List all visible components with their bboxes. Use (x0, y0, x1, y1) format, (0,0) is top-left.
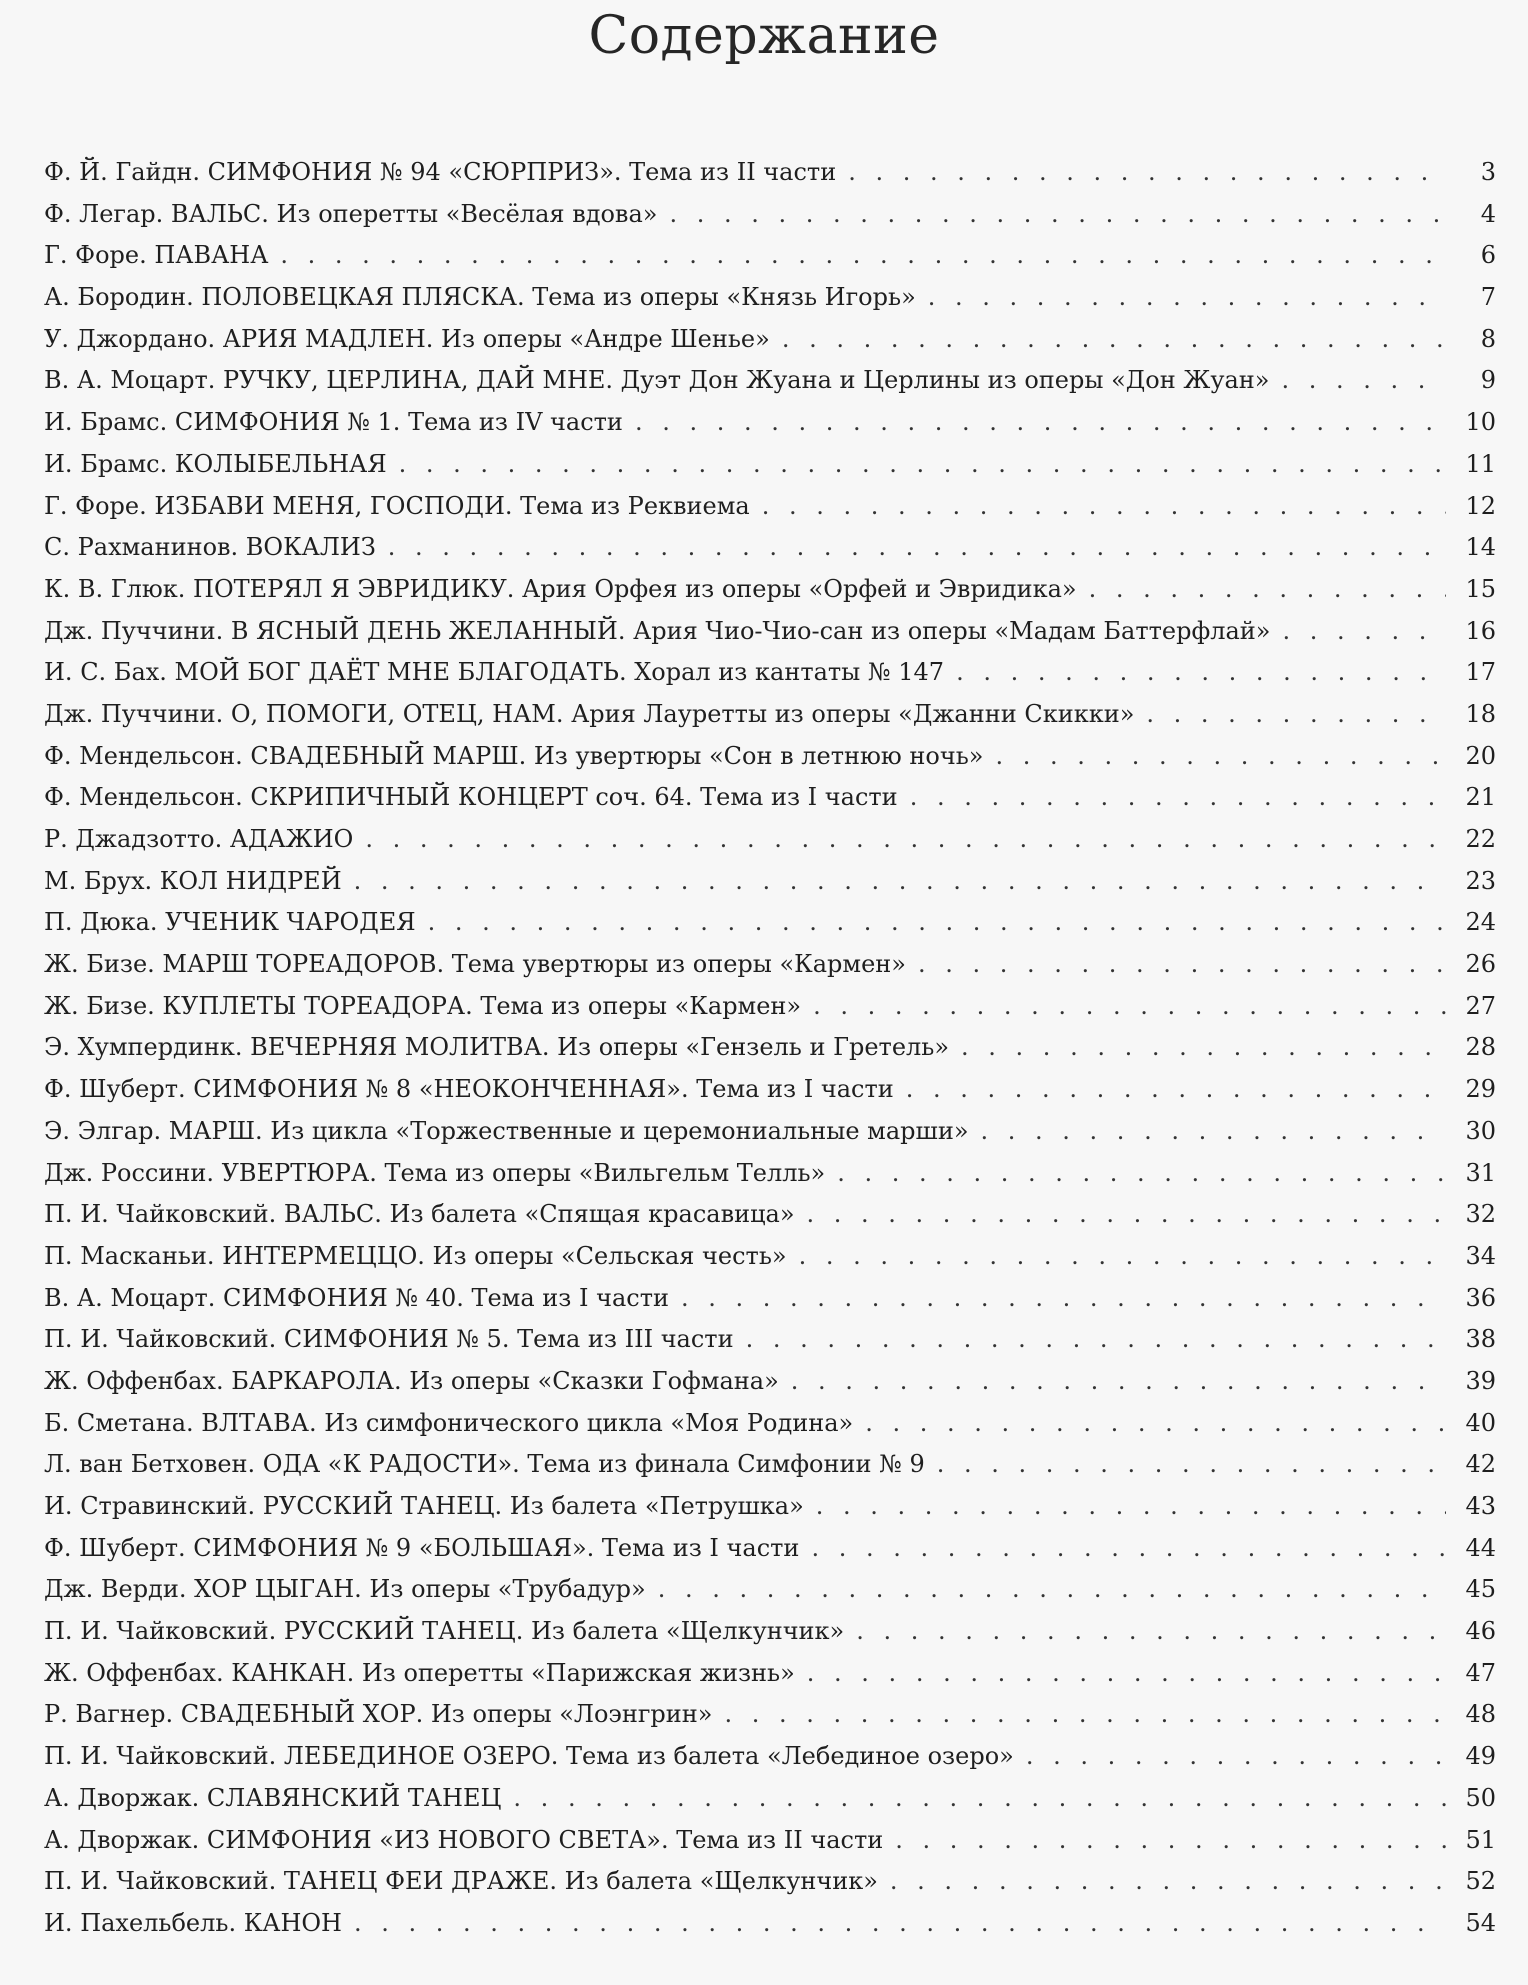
dot-leader (791, 1361, 1446, 1403)
toc-entry-page-number: 11 (1465, 449, 1496, 478)
toc-entry-page-number: 43 (1465, 1492, 1496, 1520)
toc-entry-page-number: 12 (1465, 491, 1496, 520)
toc-entry-title: В. А. Моцарт. СИМФОНИЯ № 40. Тема из I части (44, 1283, 669, 1312)
toc-entry-title: Г. Форе. ИЗБАВИ МЕНЯ, ГОСПОДИ. Тема из Реквиема (44, 491, 750, 520)
dot-leader (635, 402, 1446, 444)
dot-leader (837, 1153, 1446, 1195)
toc-entry (44, 277, 1496, 319)
dot-leader (799, 1236, 1446, 1278)
dot-leader (910, 777, 1446, 819)
toc-entry-page-number: 20 (1465, 741, 1496, 770)
dot-leader (513, 1778, 1446, 1820)
toc-entry-title: Ф. Мендельсон. СКРИПИЧНЫЙ КОНЦЕРТ соч. 64. Тема из I части (44, 783, 898, 812)
toc-entry-title: М. Брух. КОЛ НИДРЕЙ (44, 866, 342, 895)
toc-entry-title: Б. Сметана. ВЛТАВА. Из симфонического цикла «Моя Родина» (44, 1408, 854, 1437)
toc-entry-page-number: 15 (1465, 574, 1496, 603)
dot-leader (813, 986, 1446, 1028)
dot-leader (856, 1611, 1446, 1653)
toc-entry-title: Г. Форе. ПАВАНА (44, 241, 269, 270)
dot-leader (956, 652, 1446, 694)
toc-entry (44, 694, 1496, 736)
toc-entry-title: Э. Хумпердинк. ВЕЧЕРНЯЯ МОЛИТВА. Из оперы «Гензель и Гретель» (44, 1033, 950, 1062)
toc-entry-title: А. Дворжак. СЛАВЯНСКИЙ ТАНЕЦ (44, 1783, 502, 1812)
dot-leader (1089, 569, 1446, 611)
dot-leader (354, 1903, 1446, 1945)
toc-entry (44, 360, 1496, 402)
toc-entry-page-number: 21 (1465, 783, 1496, 812)
toc-entry (44, 1403, 1496, 1445)
toc-entry-page-number: 18 (1465, 699, 1496, 728)
toc-entry-page-number: 31 (1465, 1158, 1496, 1187)
toc-entry-page-number: 32 (1465, 1200, 1496, 1229)
toc-entry-page-number: 22 (1465, 825, 1496, 853)
table-of-contents (44, 152, 1496, 1945)
toc-entry (44, 902, 1496, 944)
toc-entry (44, 152, 1496, 194)
dot-leader (937, 1444, 1446, 1486)
toc-entry-title: Дж. Пуччини. О, ПОМОГИ, ОТЕЦ, НАМ. Ария Лауретты из оперы «Джанни Скикки» (44, 699, 1135, 728)
dot-leader (658, 1569, 1446, 1611)
toc-entry (44, 1111, 1496, 1153)
toc-entry-title: Р. Джадзотто. АДАЖИО (44, 825, 354, 853)
toc-entry (44, 944, 1496, 986)
dot-leader (681, 1278, 1446, 1320)
toc-entry-page-number: 3 (1480, 158, 1496, 186)
toc-entry-page-number: 6 (1480, 241, 1496, 270)
toc-entry-title: У. Джордано. АРИЯ МАДЛЕН. Из оперы «Андре Шенье» (44, 324, 770, 353)
toc-entry (44, 569, 1496, 611)
toc-entry-title: Дж. Верди. ХОР ЦЫГАН. Из оперы «Трубадур» (44, 1575, 646, 1604)
dot-leader (724, 1694, 1446, 1736)
dot-leader (365, 819, 1446, 861)
toc-entry (44, 1194, 1496, 1236)
toc-entry-title: А. Бородин. ПОЛОВЕЦКАЯ ПЛЯСКА. Тема из оперы «Князь Игорь» (44, 283, 916, 312)
toc-entry-title: К. В. Глюк. ПОТЕРЯЛ Я ЭВРИДИКУ. Ария Орфея из оперы «Орфей и Эвридика» (44, 574, 1077, 603)
toc-entry-page-number: 7 (1480, 283, 1496, 312)
dot-leader (354, 861, 1446, 903)
toc-entry (44, 194, 1496, 236)
dot-leader (981, 1111, 1446, 1153)
toc-entry (44, 777, 1496, 819)
toc-entry-title: И. Брамс. СИМФОНИЯ № 1. Тема из IV части (44, 408, 623, 437)
toc-entry-title: П. Масканьи. ИНТЕРМЕЦЦО. Из оперы «Сельская честь» (44, 1241, 787, 1270)
toc-entry (44, 1528, 1496, 1570)
toc-entry-title: П. И. Чайковский. СИМФОНИЯ № 5. Тема из III части (44, 1325, 734, 1354)
toc-entry-title: Ф. Легар. ВАЛЬС. Из оперетты «Весёлая вдова» (44, 199, 658, 228)
toc-entry-page-number: 49 (1465, 1742, 1496, 1771)
toc-entry-title: Ж. Бизе. МАРШ ТОРЕАДОРОВ. Тема увертюры из оперы «Кармен» (44, 950, 906, 979)
toc-entry-title: Ж. Бизе. КУПЛЕТЫ ТОРЕАДОРА. Тема из оперы «Кармен» (44, 991, 802, 1020)
dot-leader (807, 1653, 1446, 1695)
toc-entry-page-number: 29 (1465, 1075, 1496, 1104)
toc-entry-title: И. С. Бах. МОЙ БОГ ДАЁТ МНЕ БЛАГОДАТЬ. Хорал из кантаты № 147 (44, 658, 945, 687)
dot-leader (782, 319, 1446, 361)
toc-entry (44, 1027, 1496, 1069)
toc-entry (44, 1319, 1496, 1361)
toc-entry-title: С. Рахманинов. ВОКАЛИЗ (44, 533, 376, 562)
toc-entry-page-number: 28 (1465, 1033, 1496, 1062)
toc-entry-title: П. И. Чайковский. ЛЕБЕДИНОЕ ОЗЕРО. Тема из балета «Лебединое озеро» (44, 1742, 1014, 1771)
toc-entry (44, 527, 1496, 569)
dot-leader (807, 1194, 1446, 1236)
toc-entry (44, 1778, 1496, 1820)
toc-entry (44, 1569, 1496, 1611)
toc-entry-page-number: 30 (1465, 1116, 1496, 1145)
toc-entry (44, 1903, 1496, 1945)
toc-entry (44, 1861, 1496, 1903)
dot-leader (865, 1403, 1446, 1445)
toc-entry-title: И. Стравинский. РУССКИЙ ТАНЕЦ. Из балета «Петрушка» (44, 1492, 804, 1520)
toc-entry-page-number: 10 (1465, 408, 1496, 437)
toc-entry-page-number: 51 (1465, 1825, 1496, 1854)
toc-entry (44, 319, 1496, 361)
toc-entry (44, 1653, 1496, 1695)
toc-entry-title: В. А. Моцарт. РУЧКУ, ЦЕРЛИНА, ДАЙ МНЕ. Дуэт Дон Жуана и Церлины из оперы «Дон Жуан» (44, 366, 1270, 395)
toc-entry (44, 736, 1496, 778)
toc-entry-title: Э. Элгар. МАРШ. Из цикла «Торжественные и церемониальные марши» (44, 1116, 969, 1145)
toc-entry (44, 444, 1496, 486)
dot-leader (816, 1486, 1446, 1528)
toc-entry-title: Ф. Й. Гайдн. СИМФОНИЯ № 94 «СЮРПРИЗ». Тема из II части (44, 158, 837, 186)
toc-entry (44, 1694, 1496, 1736)
toc-entry-page-number: 50 (1465, 1783, 1496, 1812)
toc-entry-page-number: 46 (1465, 1617, 1496, 1646)
toc-entry-title: Л. ван Бетховен. ОДА «К РАДОСТИ». Тема из финала Симфонии № 9 (44, 1450, 925, 1479)
toc-entry-page-number: 4 (1480, 199, 1496, 228)
dot-leader (811, 1528, 1446, 1570)
toc-entry-page-number: 27 (1465, 991, 1496, 1020)
toc-entry-page-number: 54 (1465, 1908, 1496, 1937)
toc-entry-page-number: 16 (1465, 616, 1496, 645)
dot-leader (928, 277, 1446, 319)
page-title: Содержание (588, 6, 940, 66)
toc-entry-title: Р. Вагнер. СВАДЕБНЫЙ ХОР. Из оперы «Лоэнгрин» (44, 1700, 713, 1729)
toc-entry-page-number: 39 (1465, 1366, 1496, 1395)
toc-entry (44, 611, 1496, 653)
dot-leader (1146, 694, 1446, 736)
toc-entry-page-number: 9 (1480, 366, 1496, 395)
toc-entry-page-number: 8 (1480, 324, 1496, 353)
toc-entry-page-number: 42 (1465, 1450, 1496, 1479)
toc-entry-title: Ж. Оффенбах. БАРКАРОЛА. Из оперы «Сказки Гофмана» (44, 1366, 779, 1395)
toc-entry-page-number: 34 (1465, 1241, 1496, 1270)
toc-entry-page-number: 45 (1465, 1575, 1496, 1604)
toc-entry-page-number: 17 (1465, 658, 1496, 687)
dot-leader (906, 1069, 1446, 1111)
toc-entry (44, 1486, 1496, 1528)
toc-entry-page-number: 24 (1465, 908, 1496, 937)
dot-leader (848, 152, 1446, 194)
toc-entry (44, 1278, 1496, 1320)
toc-entry-page-number: 23 (1465, 866, 1496, 895)
toc-entry-page-number: 48 (1465, 1700, 1496, 1729)
toc-entry (44, 402, 1496, 444)
toc-entry-page-number: 38 (1465, 1325, 1496, 1354)
dot-leader (995, 736, 1446, 778)
toc-entry-title: А. Дворжак. СИМФОНИЯ «ИЗ НОВОГО СВЕТА». Тема из II части (44, 1825, 884, 1854)
dot-leader (399, 444, 1446, 486)
toc-entry-title: П. И. Чайковский. ТАНЕЦ ФЕИ ДРАЖЕ. Из балета «Щелкунчик» (44, 1867, 878, 1896)
toc-entry (44, 1444, 1496, 1486)
toc-entry (44, 986, 1496, 1028)
toc-entry (44, 486, 1496, 528)
toc-entry-page-number: 36 (1465, 1283, 1496, 1312)
dot-leader (1026, 1736, 1446, 1778)
toc-entry-title: Ж. Оффенбах. КАНКАН. Из оперетты «Парижская жизнь» (44, 1658, 795, 1687)
dot-leader (918, 944, 1446, 986)
dot-leader (669, 194, 1446, 236)
toc-entry-page-number: 40 (1465, 1408, 1496, 1437)
toc-entry-title: И. Брамс. КОЛЫБЕЛЬНАЯ (44, 449, 387, 478)
dot-leader (762, 486, 1446, 528)
dot-leader (895, 1820, 1446, 1862)
toc-entry-page-number: 26 (1465, 950, 1496, 979)
dot-leader (428, 902, 1446, 944)
toc-entry-page-number: 52 (1465, 1867, 1496, 1896)
toc-entry (44, 1153, 1496, 1195)
toc-entry-title: П. Дюка. УЧЕНИК ЧАРОДЕЯ (44, 908, 416, 937)
dot-leader (280, 235, 1446, 277)
toc-entry (44, 1736, 1496, 1778)
toc-entry-page-number: 47 (1465, 1658, 1496, 1687)
toc-entry (44, 861, 1496, 903)
toc-entry-title: П. И. Чайковский. РУССКИЙ ТАНЕЦ. Из балета «Щелкунчик» (44, 1617, 845, 1646)
toc-entry-title: Дж. Пуччини. В ЯСНЫЙ ДЕНЬ ЖЕЛАННЫЙ. Ария Чио-Чио-сан из оперы «Мадам Баттерфлай» (44, 616, 1271, 645)
toc-entry (44, 1361, 1496, 1403)
toc-entry (44, 235, 1496, 277)
toc-entry (44, 819, 1496, 861)
toc-entry (44, 1820, 1496, 1862)
dot-leader (890, 1861, 1446, 1903)
toc-entry-title: Ф. Шуберт. СИМФОНИЯ № 9 «БОЛЬШАЯ». Тема из I части (44, 1533, 800, 1562)
toc-entry-title: Ф. Мендельсон. СВАДЕБНЫЙ МАРШ. Из увертюры «Сон в летнюю ночь» (44, 741, 984, 770)
dot-leader (1281, 360, 1446, 402)
toc-entry (44, 1069, 1496, 1111)
dot-leader (1282, 611, 1446, 653)
toc-entry-title: Дж. Россини. УВЕРТЮРА. Тема из оперы «Вильгельм Телль» (44, 1158, 826, 1187)
toc-entry (44, 1236, 1496, 1278)
toc-entry (44, 1611, 1496, 1653)
dot-leader (388, 527, 1446, 569)
toc-entry-title: И. Пахельбель. КАНОН (44, 1908, 342, 1937)
toc-entry (44, 652, 1496, 694)
toc-entry-page-number: 14 (1465, 533, 1496, 562)
dot-leader (961, 1027, 1446, 1069)
toc-entry-page-number: 44 (1465, 1533, 1496, 1562)
toc-entry-title: Ф. Шуберт. СИМФОНИЯ № 8 «НЕОКОНЧЕННАЯ». Тема из I части (44, 1075, 894, 1104)
toc-entry-title: П. И. Чайковский. ВАЛЬС. Из балета «Спящая красавица» (44, 1200, 795, 1229)
dot-leader (746, 1319, 1446, 1361)
